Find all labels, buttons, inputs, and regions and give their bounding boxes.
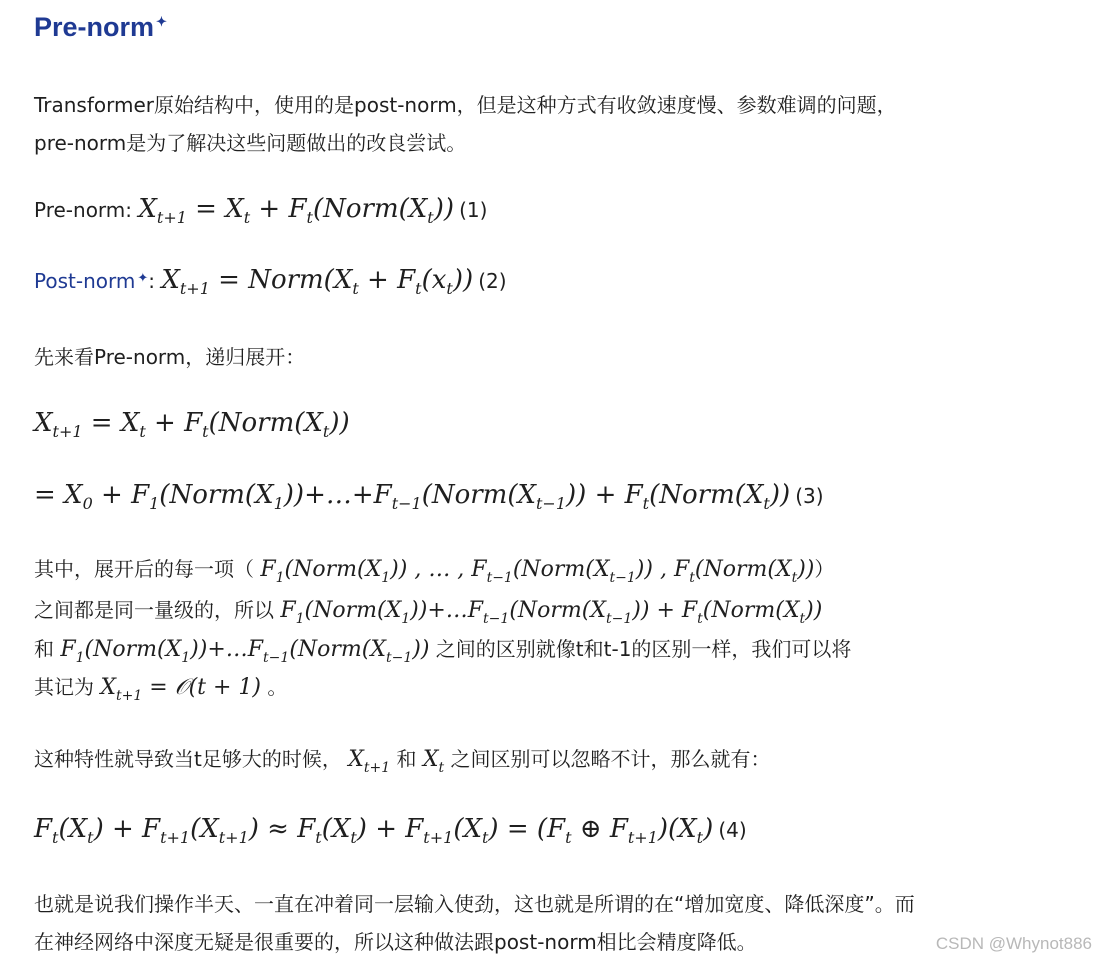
conclusion-line-2: 在神经网络中深度无疑是很重要的，所以这种做法跟post-norm相比会精度降低。 — [34, 930, 757, 954]
intro-paragraph — [34, 86, 897, 162]
recursion-intro: 先来看Pre-norm，递归展开： — [34, 345, 306, 369]
post-norm-equation — [34, 265, 507, 298]
pre-norm-label: Pre-norm: — [34, 198, 139, 222]
explain-line-1: 其中，展开后的每一项（ $F_1(Norm(X_1))$ , … , $F_{t-1}(Norm(X_{t-1}))$ , $F_t(Norm(X_t))$） — [34, 557, 835, 586]
watermark: CSDN @Whynot886 — [935, 934, 1092, 953]
intro-line-2: pre-norm是为了解决这些问题做出的改良尝试。 — [34, 131, 467, 155]
equation-number-2: (2) — [478, 269, 507, 293]
equation-number-3: (3) — [795, 484, 824, 508]
conclusion-line-1: 也就是说我们操作半天、一直在冲着同一层输入使劲，这也就是所谓的在“增加宽度、降低深度”。而 — [34, 892, 915, 916]
equation-1: $X_{t+1} = X_t$ + $F_t(Norm(X_t))$ — [138, 194, 454, 227]
post-norm-link[interactable]: Post-norm — [34, 269, 136, 293]
heading-text: Pre-norm — [34, 12, 155, 42]
recursion-line-1 — [34, 408, 350, 441]
colon: : — [148, 269, 162, 293]
intro-line-1: Transformer原始结构中，使用的是post-norm，但是这种方式有收敛速度慢、参数难调的问题， — [34, 93, 897, 117]
sparkle-icon: ✦ — [156, 14, 167, 29]
equation-4: $F_t(X_t) + F_{t+1}(X_{t+1}) \approx F_t(X_t) + F_{t+1}(X_t) = (F_t$ ⊕ $F_{t+1})(X_t)$ — [34, 814, 714, 847]
pre-norm-equation — [34, 194, 488, 227]
explain-line-2: 之间都是同一量级的，所以 $F_1(Norm(X_1))+\dots F_{t-1}(Norm(X_{t-1}))$ + $F_t(Norm(X_t))$ — [34, 598, 823, 627]
equation-number-1: (1) — [459, 198, 488, 222]
section-heading — [34, 12, 167, 43]
approx-equation-line — [34, 814, 747, 847]
conclusion-paragraph — [34, 885, 915, 961]
explain-line-4: 其记为 $X_{t+1}$ = 𝒪(t + 1) 。 — [34, 675, 288, 704]
equation-2: $X_{t+1}$ = $Norm(X_t + F_t(x_t))$ — [161, 265, 474, 298]
explain-line-3: 和 $F_1(Norm(X_1))+\dots F_{t-1}(Norm(X_{t-1}))$ 之间的区别就像t和t-1的区别一样，我们可以将 — [34, 637, 852, 666]
recursion-equation-1: $X_{t+1} = X_t$ + $F_t(Norm(X_t))$ — [34, 408, 350, 441]
recursion-line-2 — [34, 480, 824, 513]
equation-number-4: (4) — [718, 818, 747, 842]
sparkle-icon: ✦ — [137, 270, 149, 286]
property-line: 这种特性就导致当t足够大的时候， $X_{t+1}$ 和 $X_t$ 之间区别可以忽略不计，那么就有： — [34, 747, 771, 776]
recursion-equation-2: = $X_0$ + $F_1(Norm(X_1))+\dots+F_{t-1}(Norm(X_{t-1}))$ + $F_t(Norm(X_t))$ — [34, 480, 791, 513]
